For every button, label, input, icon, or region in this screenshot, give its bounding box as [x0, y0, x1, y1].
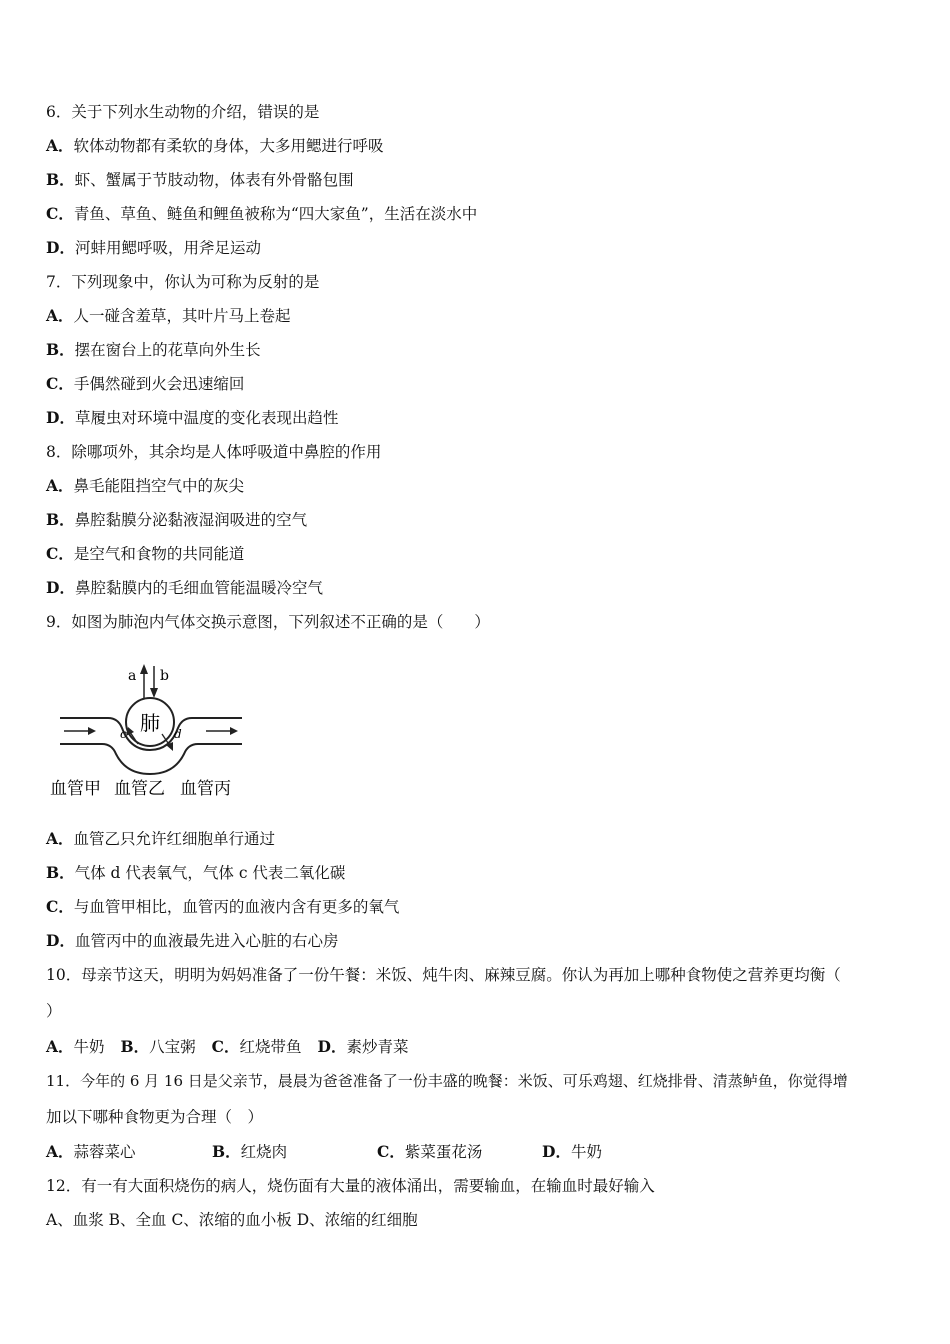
option-label: A．: [46, 136, 74, 155]
question-9-stem: 9．如图为肺泡内气体交换示意图，下列叙述不正确的是（ ）: [46, 613, 490, 631]
option-label: C．: [377, 1142, 405, 1161]
question-7-option-a: [46, 306, 291, 326]
question-7-stem: 7．下列现象中，你认为可称为反射的是: [46, 273, 320, 291]
option-label: C．: [46, 897, 74, 916]
question-10-options: [46, 1037, 409, 1057]
option-label: C．: [46, 374, 74, 393]
alveolus-label: 肺: [140, 711, 160, 735]
blood-flow-arrow-left: [64, 727, 96, 735]
question-9-option-b: [46, 863, 345, 883]
option-label: D．: [317, 1037, 347, 1056]
air-arrow-b: [150, 666, 158, 698]
option-text: 与血管甲相比，血管丙的血液内含有更多的氧气: [73, 898, 400, 916]
option-text: 手偶然碰到火会迅速缩回: [73, 375, 245, 393]
vessel-jia-label: 血管甲: [50, 779, 101, 799]
gas-c-label: c: [120, 727, 127, 741]
question-6-option-d: [46, 238, 261, 258]
option-text: 八宝粥: [149, 1038, 196, 1056]
vessel-yi-label: 血管乙: [114, 779, 165, 799]
option-text: 软体动物都有柔软的身体，大多用鳃进行呼吸: [73, 137, 384, 155]
question-10-stem-cont: ）: [46, 1002, 62, 1020]
option-label: D．: [46, 408, 75, 427]
option-text: 草履虫对环境中温度的变化表现出趋性: [74, 409, 339, 427]
option-label: A．: [46, 829, 74, 848]
option-label: B．: [120, 1037, 150, 1056]
option-text: 血管乙只允许红细胞单行通过: [73, 830, 276, 848]
option-label: B．: [212, 1142, 241, 1161]
option-text: 牛奶: [73, 1038, 105, 1056]
question-8-option-a: [46, 476, 244, 496]
option-label: C．: [46, 204, 74, 223]
option-label: B．: [46, 510, 75, 529]
option-label: D．: [46, 238, 75, 257]
question-12-options: A、血浆 B、全血 C、浓缩的血小板 D、浓缩的红细胞: [46, 1211, 418, 1229]
question-11-stem: 11．今年的 6 月 16 日是父亲节，晨晨为爸爸准备了一份丰盛的晚餐：米饭、可乐鸡翅、红烧排骨、清蒸鲈鱼，你觉得增: [46, 1072, 848, 1090]
option-text: 是空气和食物的共同能道: [73, 545, 245, 563]
blood-flow-arrow-right: [206, 727, 238, 735]
question-6-option-c: [46, 204, 477, 224]
question-11-option-c: [377, 1142, 482, 1162]
option-text: 河蚌用鳃呼吸，用斧足运动: [74, 239, 261, 257]
question-8-option-b: [46, 510, 307, 530]
option-label: B．: [46, 863, 75, 882]
option-label: A．: [46, 1142, 74, 1161]
option-text: 紫菜蛋花汤: [404, 1143, 483, 1161]
question-8-option-c: [46, 544, 244, 564]
gas-d-label: d: [174, 727, 182, 741]
question-9-option-c: [46, 897, 399, 917]
option-text: 血管丙中的血液最先进入心脏的右心房: [74, 932, 339, 950]
option-label: A．: [46, 1037, 74, 1056]
question-6-stem: 6．关于下列水生动物的介绍，错误的是: [46, 103, 320, 121]
option-text: 红烧带鱼: [239, 1038, 302, 1056]
question-9-option-d: [46, 931, 338, 951]
option-label: A．: [46, 306, 74, 325]
option-label: B．: [46, 170, 75, 189]
option-text: 牛奶: [570, 1143, 602, 1161]
option-text: 鼻腔黏膜内的毛细血管能温暖冷空气: [74, 579, 323, 597]
question-6-option-a: [46, 136, 384, 156]
option-text: 红烧肉: [240, 1143, 288, 1161]
question-6-option-b: [46, 170, 354, 190]
option-text: 人一碰含羞草，其叶片马上卷起: [73, 307, 291, 325]
option-text: 摆在窗台上的花草向外生长: [74, 341, 261, 359]
question-12-stem: 12．有一有大面积烧伤的病人，烧伤面有大量的液体涌出，需要输血，在输血时最好输入: [46, 1177, 655, 1195]
question-8-stem: 8．除哪项外，其余均是人体呼吸道中鼻腔的作用: [46, 443, 382, 461]
alveolus-diagram: [46, 658, 246, 806]
question-11-stem-cont: 加以下哪种食物更为合理（ ）: [46, 1108, 264, 1126]
option-label: D．: [46, 578, 75, 597]
arrow-a-label: a: [128, 668, 137, 684]
vessel-bing-label: 血管丙: [180, 779, 231, 799]
option-label: C．: [211, 1037, 240, 1056]
option-text: 素炒青菜: [346, 1038, 409, 1056]
vessel-lower-wall: [60, 744, 242, 774]
option-label: D．: [542, 1142, 571, 1161]
alveolus-gas-exchange-figure: [46, 658, 246, 806]
question-7-option-c: [46, 374, 244, 394]
question-11-option-b: [212, 1142, 287, 1162]
question-11-option-a: [46, 1142, 136, 1162]
option-label: C．: [46, 544, 74, 563]
option-text: 气体 d 代表氧气，气体 c 代表二氧化碳: [74, 864, 346, 882]
arrow-b-label: b: [160, 668, 169, 684]
question-7-option-d: [46, 408, 338, 428]
option-text: 青鱼、草鱼、鲢鱼和鲤鱼被称为“四大家鱼”，生活在淡水中: [73, 205, 478, 223]
question-8-option-d: [46, 578, 323, 598]
question-10-stem: 10．母亲节这天，明明为妈妈准备了一份午餐：米饭、炖牛肉、麻辣豆腐。你认为再加上哪种食物使之营养更均衡（: [46, 966, 841, 984]
option-text: 鼻腔黏膜分泌黏液湿润吸进的空气: [74, 511, 308, 529]
question-9-option-a: [46, 829, 275, 849]
option-text: 蒜蓉菜心: [73, 1143, 136, 1161]
option-text: 鼻毛能阻挡空气中的灰尖: [73, 477, 245, 495]
option-text: 虾、蟹属于节肢动物，体表有外骨骼包围: [74, 171, 354, 189]
option-label: D．: [46, 931, 75, 950]
option-label: A．: [46, 476, 74, 495]
option-label: B．: [46, 340, 75, 359]
question-11-option-d: [542, 1142, 602, 1162]
question-7-option-b: [46, 340, 261, 360]
air-arrow-a: [140, 664, 148, 698]
